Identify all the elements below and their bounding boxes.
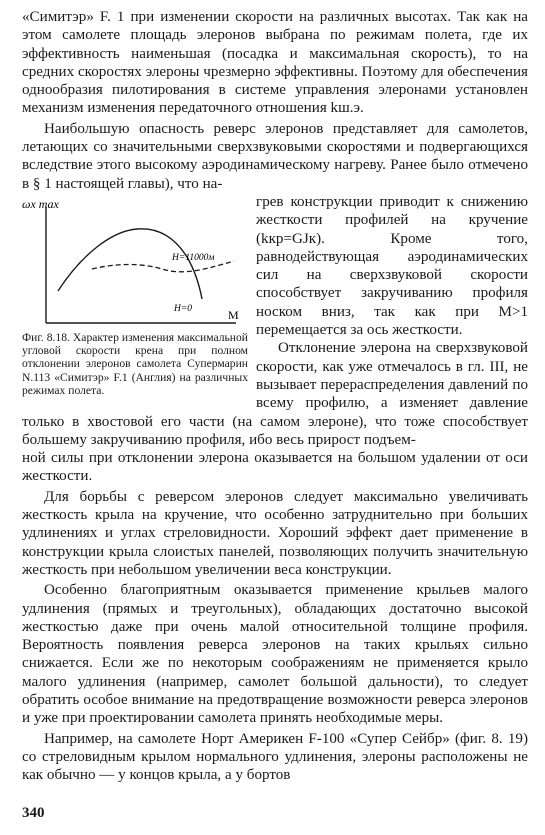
page-body bbox=[22, 8, 528, 784]
curve-label-h-11000: H=11000м bbox=[172, 252, 215, 263]
figure-8-18 bbox=[22, 199, 248, 397]
paragraph-4: Для борьбы с реверсом элеронов следует максимально увеличивать жесткость крыла на кручение, что особенно затруднительно при больших удлинениях и углах стреловидности. Хороший эффект дает применение в конструкции крыла слоистых панелей, позволяющих получить значительную жесткость при небольшом увеличении веса конструкции. bbox=[22, 488, 528, 578]
figure-caption: Фиг. 8.18. Характер изменения максимальной угловой скорости крена при полном отклонении элеронов самолета Супермарин N.113 «Симитэр» F.1 (Англия) на различных режимах полета. bbox=[22, 330, 248, 397]
paragraph-3-rest: ной силы при отклонении элерона оказывается на большом удалении от оси жесткости. bbox=[22, 450, 528, 485]
paragraph-2-top: Наибольшую опасность реверс элеронов представляет для самолетов, летающих со значительными сверхзвуковыми скоростями и подвергающихся вследствие этого высокому аэродинамическому нагреву. Ранее было отмечено в § 1 настоящей главы), что на- bbox=[22, 120, 528, 192]
page-number: 340 bbox=[22, 805, 45, 821]
curve-label-h-0: H=0 bbox=[174, 303, 193, 314]
paragraph-6: Например, на самолете Норт Америкен F-100 «Супер Сейбр» (фиг. 8. 19) со стреловидным крылом нормального удлинения, элероны расположены не как обычно — у концов крыла, а у бортов bbox=[22, 730, 528, 784]
paragraph-5: Особенно благоприятным оказывается применение крыльев малого удлинения (прямых и треугольных), обладающих достаточно высокой жесткостью даже при очень малой относительной толщине профиля. Вероятность появления реверса элеронов на таких крыльях сильно снижается. Если же по некоторым соображениям не применяется крыло малого удлинения (например, самолет большой дальности), то следует обратить особое внимание на предотвращение возможности реверса элеронов и уже при проектировании самолета принять необходимые меры. bbox=[22, 582, 528, 727]
curve-h-0 bbox=[58, 229, 202, 299]
x-axis-label: M bbox=[228, 307, 239, 322]
roll-rate-chart bbox=[22, 199, 248, 331]
figure-wrap-block bbox=[22, 193, 528, 486]
y-axis-label: ωx max bbox=[22, 198, 59, 211]
paragraph-1: «Симитэр» F. 1 при изменении скорости на различных высотах. Так как на этом самолете площадь элеронов выбрана по режимам полета, где их эффективность наименьшая (посадка и максимальная скорость), то на средних скоростях элероны чрезмерно эффективны. Поэтому для обеспечения однообразия пилотирования в системе управления элеронами установлен механизм изменения передаточного отношения kш.э. bbox=[22, 9, 528, 117]
paragraph-3-side: Отклонение элерона на сверхзвуковой скорости, как уже отмечалось в гл. III, не вызывает перераспределения давлений по всему профилю, а изменяет давление только в хвостовой его части (на самом элероне), что тоже способствует большему закручиванию профиля, ибо весь прирост подъем- bbox=[22, 340, 528, 448]
paragraph-2-side: грев конструкции приводит к снижению жесткости профилей на кручение (kкр=GJк). Кроме того, равнодействующая аэродинамических сил на сверхзвуковой скорости способствует закручиванию профиля носком вниз, так как при M>1 перемещается за ось жесткости. bbox=[256, 193, 528, 339]
